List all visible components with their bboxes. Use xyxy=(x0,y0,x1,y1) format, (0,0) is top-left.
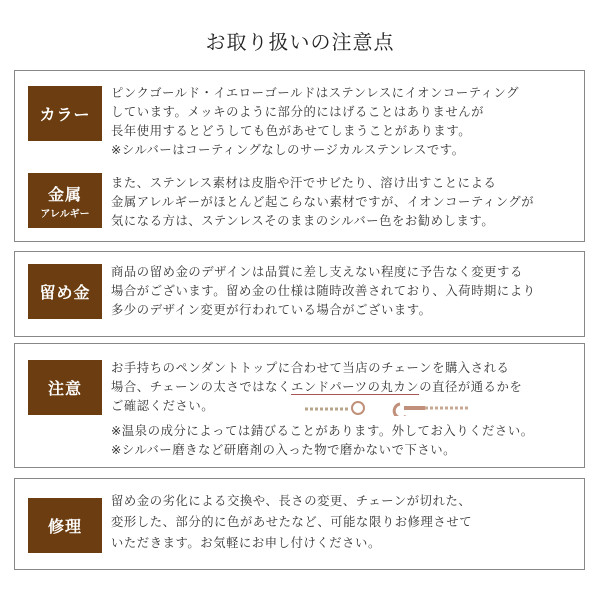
section-caution xyxy=(14,343,585,468)
label-metal-allergy xyxy=(28,173,102,228)
text-line: ピンクゴールド・イエローゴールドはステンレスにイオンコーティング xyxy=(111,86,520,100)
text-line: また、ステンレス素材は皮脂や汗でサビたり、溶け出すことによる xyxy=(111,176,497,190)
label-subtext: アレルギー xyxy=(40,208,90,220)
page-title: お取り扱いの注意点 xyxy=(205,30,395,54)
clasp-text xyxy=(111,263,536,320)
text-line: 気になる方は、ステンレスそのままのシルバー色をお勧めします。 xyxy=(111,214,495,228)
text-line xyxy=(111,378,534,397)
label-clasp xyxy=(28,264,102,319)
note-line: ※シルバー磨きなど研磨剤の入った物で磨かないで下さい。 xyxy=(111,443,457,457)
label-color xyxy=(28,86,102,141)
label-caution xyxy=(28,360,102,415)
label-text: 留め金 xyxy=(39,283,91,302)
text-line: 金属アレルギーがほとんど起こらない素材ですが、イオンコーティングが xyxy=(111,195,535,209)
text-line: 多少のデザイン変更が行われている場合がございます。 xyxy=(111,303,432,317)
text-line: お手持ちのペンダントトップに合わせて当店のチェーンを購入される xyxy=(111,361,510,375)
text-line: 商品の留め金のデザインは品質に差し支えない程度に予告なく変更する xyxy=(111,265,523,279)
text-span: 場合、チェーンの太さではなく xyxy=(111,380,291,394)
color-text xyxy=(111,84,519,160)
underlined-text: エンドパーツの丸カン xyxy=(290,380,420,394)
allergy-text xyxy=(111,174,534,231)
repair-text xyxy=(111,491,472,554)
text-line: 変形した、部分的に色があせたなど、可能な限りお修理させて xyxy=(111,515,473,529)
label-text: 修理 xyxy=(47,517,82,536)
label-repair xyxy=(28,498,102,553)
note-line: ※温泉の成分によっては錆びることがあります。外してお入りください。 xyxy=(111,424,534,438)
text-line: ※シルバーはコーティングなしのサージカルステンレスです。 xyxy=(111,143,465,157)
section-clasp xyxy=(14,251,585,337)
section-repair xyxy=(14,478,585,570)
text-line: ご確認ください。 xyxy=(111,399,215,413)
label-text: 金属 xyxy=(47,184,82,204)
text-line: 留め金の劣化による交換や、長さの変更、チェーンが切れた、 xyxy=(111,494,472,508)
chain-end-parts-image xyxy=(300,400,480,416)
label-text: カラー xyxy=(39,105,91,124)
text-line: いただきます。お気軽にお申し付けください。 xyxy=(111,536,381,550)
text-line: 長年使用するとどうしても色があせてしまうことがあります。 xyxy=(111,124,472,138)
section-color-allergy xyxy=(14,70,585,242)
text-line: しています。メッキのように部分的にはげることはありませんが xyxy=(111,105,485,119)
label-text: 注意 xyxy=(47,379,82,398)
text-span: の直径が通るかを xyxy=(419,380,523,394)
text-line: 場合がございます。留め金の仕様は随時改善されており、入荷時期により xyxy=(111,284,536,298)
